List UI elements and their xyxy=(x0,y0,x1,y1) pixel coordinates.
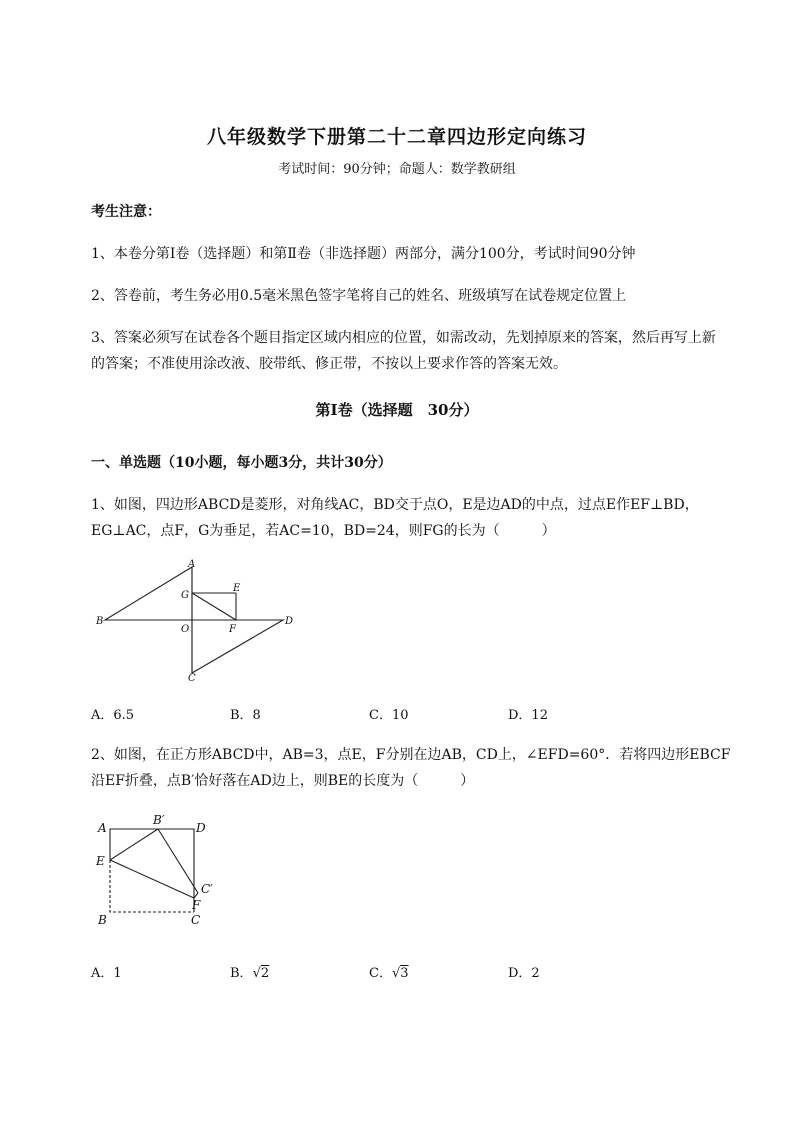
label-c-prime: C′ xyxy=(201,882,213,896)
section-title: 第I卷（选择题 30分） xyxy=(315,401,479,419)
question-1-option-a[interactable]: A．6.5 xyxy=(91,708,135,723)
option-c-label: C． xyxy=(369,966,392,981)
question-1-line-1: 1、如图，四边形ABCD是菱形，对角线AC，BD交于点O，E是边AD的中点，过点E作EF⊥BD， xyxy=(91,497,699,513)
segment-eb-prime xyxy=(110,829,158,860)
notice-item-3-continued: 的答案；不准使用涂改液、胶带纸、修正带，不按以上要求作答的答案无效。 xyxy=(91,356,567,372)
label-a: A xyxy=(98,821,107,835)
question-1-option-b[interactable]: B．8 xyxy=(230,708,261,723)
question-2-figure xyxy=(90,810,230,935)
notice-item-3: 3、答案必须写在试卷各个题目指定区域内相应的位置，如需改动，先划掉原来的答案，然后再写上新 xyxy=(91,330,716,346)
page-title: 八年级数学下册第二十二章四边形定向练习 xyxy=(206,126,587,148)
sqrt-sign-icon: √ xyxy=(252,966,261,981)
label-e: E xyxy=(233,583,241,594)
segment-fg xyxy=(192,593,236,620)
label-e: E xyxy=(96,854,105,868)
notice-item-2: 2、答卷前，考生务必用0.5毫米黑色签字笔将自己的姓名、班级填写在试卷规定位置上 xyxy=(91,288,627,304)
question-2-option-d[interactable]: D．2 xyxy=(508,966,540,981)
label-f: F xyxy=(229,624,236,635)
notice-item-1: 1、本卷分第I卷（选择题）和第Ⅱ卷（非选择题）两部分，满分100分，考试时间90分钟 xyxy=(91,246,636,262)
notice-heading: 考生注意： xyxy=(91,204,161,220)
label-o: O xyxy=(181,624,190,635)
question-2-option-b[interactable] xyxy=(230,962,269,981)
question-1-option-c[interactable]: C．10 xyxy=(369,708,409,723)
segment-b-prime-c-prime xyxy=(158,829,198,893)
label-c: C xyxy=(188,673,196,684)
label-g: G xyxy=(181,590,189,601)
sqrt-sign-icon: √ xyxy=(391,966,401,981)
label-c: C xyxy=(191,913,201,927)
option-b-label: B． xyxy=(230,966,253,981)
option-c-radicand: 3 xyxy=(400,966,409,981)
option-b-radicand: 2 xyxy=(260,966,270,981)
question-2-line-2: 沿EF折叠，点B′恰好落在AD边上，则BE的长度为（ ） xyxy=(91,773,475,789)
question-2-line-1: 2、如图，在正方形ABCD中，AB=3，点E，F分别在边AB，CD上，∠EFD=60°．若将四边形EBCF xyxy=(91,747,731,763)
question-1-line-2: EG⊥AC，点F，G为垂足，若AC=10，BD=24，则FG的长为（ ） xyxy=(91,523,556,539)
exam-info: 考试时间：90分钟；命题人：数学教研组 xyxy=(278,162,516,177)
label-d: D xyxy=(285,616,294,627)
square-dashed-edges xyxy=(110,860,194,912)
label-d: D xyxy=(196,821,206,835)
label-b: B xyxy=(98,913,107,927)
label-b: B xyxy=(96,616,104,627)
label-a: A xyxy=(188,559,196,570)
question-1-option-d[interactable]: D．12 xyxy=(508,708,548,723)
square-solid-edges xyxy=(110,829,194,912)
label-f: F xyxy=(192,898,201,912)
part-heading: 一、单选题（10小题，每小题3分，共计30分） xyxy=(91,455,392,471)
label-b-prime: B′ xyxy=(153,813,165,827)
question-2-option-c[interactable] xyxy=(369,962,409,981)
question-1-figure xyxy=(90,555,305,685)
question-2-option-a[interactable]: A．1 xyxy=(91,966,122,981)
